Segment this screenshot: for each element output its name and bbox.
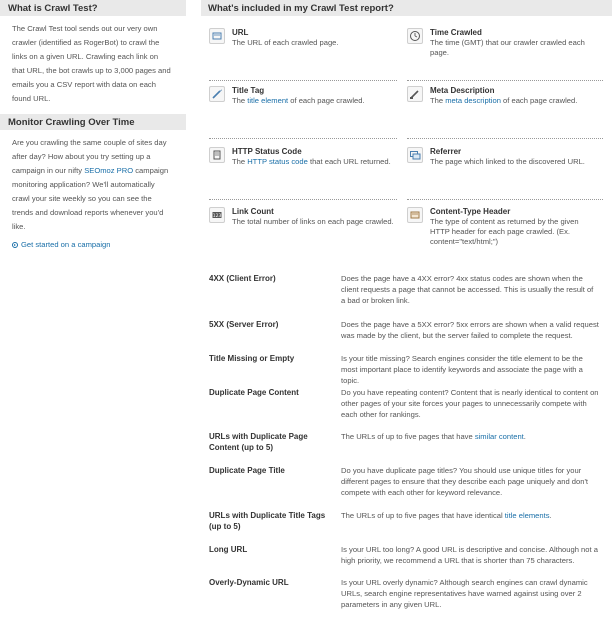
issue-text: Do you have duplicate page titles? You should use unique titles for your different pages to ensure that they describe each page uniquely and don't compete with each other for keyword relevance. <box>341 466 589 497</box>
issue-label: Long URL <box>209 545 248 554</box>
issue-text: Does the page have a 5XX error? 5xx errors are shown when a valid request was made by the client, but the server failed to complete the request. <box>341 320 599 340</box>
issue-text: Is your URL too long? A good URL is descriptive and concise. Although not a high priority, we recommend a URL that is shorter than 75 characters. <box>341 545 598 565</box>
report-contents-heading: What's included in my Crawl Test report? <box>201 0 612 16</box>
issue-label: Overly-Dynamic URL <box>209 578 289 587</box>
feature-desc: The type of content as returned by the given HTTP header for each page crawled. (Ex. content="text/html;") <box>430 217 579 246</box>
content-type-icon <box>407 207 423 223</box>
feature-desc: The URL of each crawled page. <box>232 38 339 47</box>
issue-text: Is your title missing? Search engines consider the title element to be the most important place to identify keywords and associate the page with a topic. <box>341 354 583 385</box>
crawl-test-heading: What is Crawl Test? <box>0 0 186 16</box>
issue-label: URLs with Duplicate Page Content (up to 5) <box>209 432 308 452</box>
monitor-crawling-text <box>0 130 186 234</box>
seomoz-pro-link[interactable]: SEOmoz PRO <box>84 166 134 175</box>
title-elements-link[interactable]: title elements <box>504 511 550 520</box>
url-icon <box>209 28 225 44</box>
issue-label: Title Missing or Empty <box>209 354 295 363</box>
issue-label: 5XX (Server Error) <box>209 320 279 329</box>
issue-label: 4XX (Client Error) <box>209 274 276 283</box>
feature-title: HTTP Status Code <box>232 147 302 156</box>
feature-title: Content-Type Header <box>430 207 511 216</box>
feature-divider <box>209 199 397 200</box>
issue-text: The URLs of up to five pages that have identical title elements. <box>341 511 552 520</box>
sidebar <box>0 0 186 249</box>
similar-content-link[interactable]: similar content <box>474 432 524 441</box>
feature-title: Meta Description <box>430 86 495 95</box>
http-status-code-link[interactable]: HTTP status code <box>247 157 308 166</box>
monitor-crawling-heading: Monitor Crawling Over Time <box>0 114 186 130</box>
feature-grid <box>201 16 612 266</box>
feature-divider <box>209 80 397 81</box>
report-contents <box>201 0 612 266</box>
title-tag-icon <box>209 86 225 102</box>
arrow-circle-icon <box>12 242 18 248</box>
meta-description-link[interactable]: meta description <box>445 96 501 105</box>
feature-title: Link Count <box>232 207 274 216</box>
get-started-campaign-link[interactable] <box>0 234 186 249</box>
issue-text: Is your URL overly dynamic? Although search engines can crawl dynamic URLs, search engine representatives have warned against using over 2 parameters in any given URL. <box>341 578 588 609</box>
issue-label: Duplicate Page Content <box>209 388 299 397</box>
clock-icon <box>407 28 423 44</box>
feature-desc: The time (GMT) that our crawler crawled each page. <box>430 38 585 57</box>
status-code-icon <box>209 147 225 163</box>
issue-text: Does the page have a 4XX error? 4xx status codes are shown when the client requests a page that cannot be accessed. This is usually the result of a bad or broken link. <box>341 274 594 305</box>
issue-text: Do you have repeating content? Content that is nearly identical to content on other pages of your site forces your pages to unnecessarily compete with each other for rankings. <box>341 388 599 419</box>
feature-title: Title Tag <box>232 86 265 95</box>
feature-desc: The total number of links on each page crawled. <box>232 217 394 226</box>
feature-desc: The page which linked to the discovered URL. <box>430 157 585 166</box>
link-count-icon <box>209 207 225 223</box>
feature-title: Time Crawled <box>430 28 482 37</box>
referrer-icon <box>407 147 423 163</box>
svg-text:123: 123 <box>212 214 222 219</box>
feature-desc: The meta description of each page crawled. <box>430 96 578 105</box>
title-element-link[interactable]: title element <box>247 96 289 105</box>
feature-divider <box>407 80 603 81</box>
issue-text: The URLs of up to five pages that have similar content. <box>341 432 526 441</box>
monitor-text-part1: Are you crawling the same couple of sites day after day? How about you try setting up a campaign in our nifty <box>12 138 167 175</box>
crawl-test-intro: The Crawl Test tool sends out our very own crawler (identified as RogerBot) to crawl the links on a given URL. Crawling each link on that URL, the bot crawls up to 3,000 pages and emails you a CSV report with data on each found URL. <box>12 24 171 103</box>
issue-label: URLs with Duplicate Title Tags (up to 5) <box>209 511 326 531</box>
feature-divider <box>407 138 603 139</box>
get-started-campaign-text[interactable]: Get started on a campaign <box>21 240 111 249</box>
feature-title: Referrer <box>430 147 462 156</box>
feature-desc: The title element of each page crawled. <box>232 96 365 105</box>
feature-desc: The HTTP status code that each URL returned. <box>232 157 391 166</box>
meta-description-icon <box>407 86 423 102</box>
issue-label: Duplicate Page Title <box>209 466 285 475</box>
feature-divider <box>209 138 397 139</box>
feature-divider <box>407 199 603 200</box>
feature-title: URL <box>232 28 249 37</box>
monitor-text-part2: campaign monitoring application? We'll automatically crawl your site weekly so you can see the trends and download reports whenever you'd like. <box>12 166 169 231</box>
